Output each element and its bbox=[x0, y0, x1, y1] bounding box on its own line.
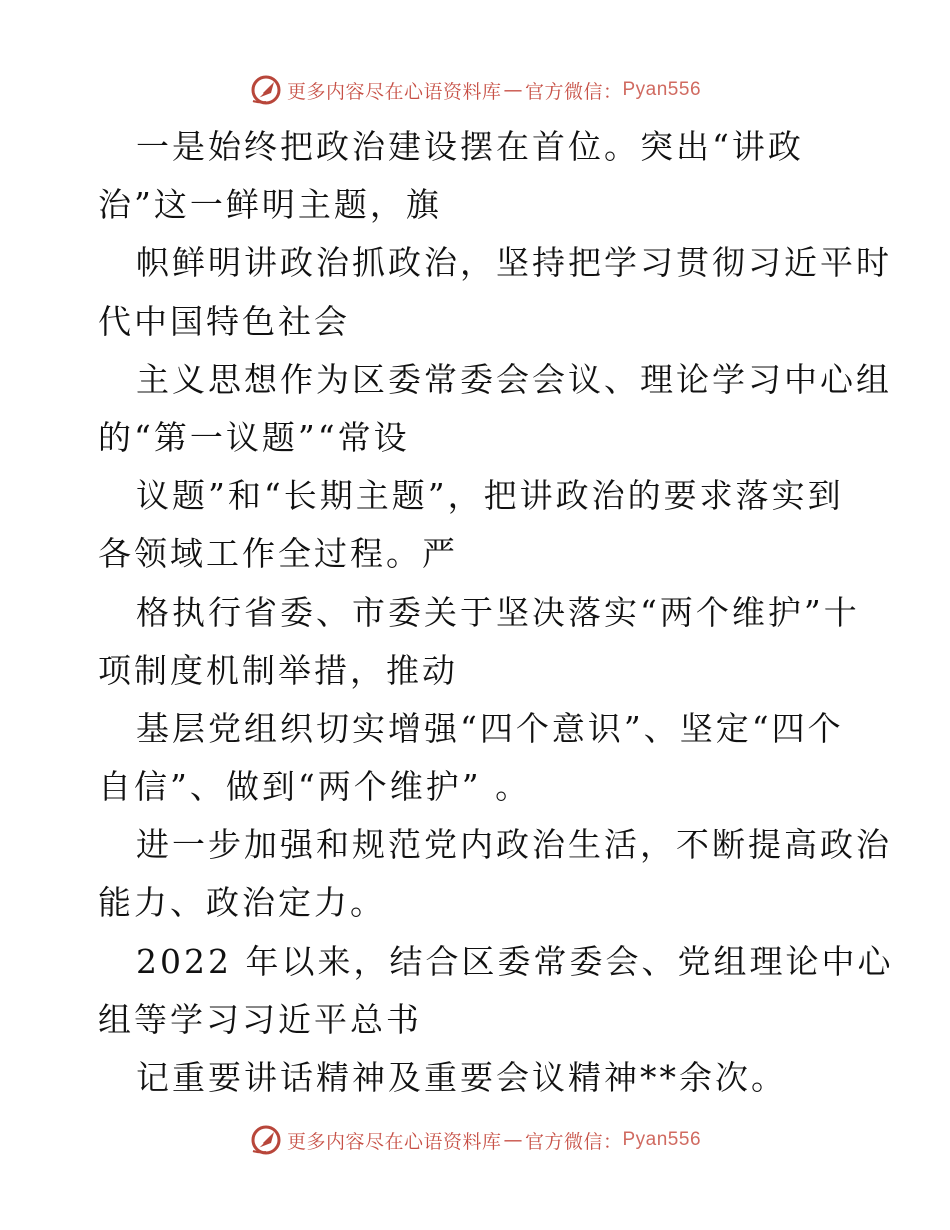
watermark-brand: 更多内容尽在心语资料库 bbox=[286, 80, 502, 103]
body-line: 自信”、做到“两个维护” 。 bbox=[98, 767, 532, 807]
body-line: 治”这一鲜明主题，旗 bbox=[98, 185, 442, 225]
body-line: 2022 年以来，结合区委常委会、党组理论中心 bbox=[136, 941, 894, 981]
document-body bbox=[98, 118, 894, 1107]
watermark-separator: — bbox=[503, 79, 523, 101]
body-line: 组等学习习近平总书 bbox=[98, 999, 422, 1039]
body-line: 的“第一议题”“常设 bbox=[98, 417, 410, 457]
body-line: 一是始终把政治建设摆在首位。突出“讲政 bbox=[136, 127, 804, 166]
body-line: 主义思想作为区委常委会会议、理论学习中心组 bbox=[136, 359, 892, 399]
body-line: 代中国特色社会 bbox=[98, 301, 350, 341]
body-line: 基层党组织切实增强“四个意识”、坚定“四个 bbox=[136, 708, 844, 748]
watermark-separator: — bbox=[503, 1129, 523, 1151]
quill-pen-icon bbox=[249, 1123, 283, 1157]
watermark-account: Pyan556 bbox=[622, 1129, 702, 1150]
body-line: 记重要讲话精神及重要会议精神**余次。 bbox=[136, 1058, 787, 1097]
watermark-wechat-label: 官方微信： bbox=[524, 1130, 623, 1153]
body-line: 进一步加强和规范党内政治生活，不断提高政治 bbox=[136, 825, 892, 865]
body-line: 项制度机制举措，推动 bbox=[98, 650, 458, 690]
body-line: 各领域工作全过程。严 bbox=[98, 534, 458, 574]
watermark-account: Pyan556 bbox=[622, 79, 702, 100]
body-line: 格执行省委、市委关于坚决落实“两个维护”十 bbox=[136, 592, 860, 632]
header-watermark bbox=[0, 70, 950, 110]
watermark-brand: 更多内容尽在心语资料库 bbox=[286, 1130, 502, 1153]
quill-pen-icon bbox=[249, 73, 283, 107]
footer-watermark bbox=[0, 1120, 950, 1160]
body-line: 帜鲜明讲政治抓政治，坚持把学习贯彻习近平时 bbox=[136, 243, 892, 283]
body-line: 议题”和“长期主题”，把讲政治的要求落实到 bbox=[136, 476, 844, 516]
body-line: 能力、政治定力。 bbox=[98, 883, 386, 923]
watermark-wechat-label: 官方微信： bbox=[524, 80, 623, 103]
